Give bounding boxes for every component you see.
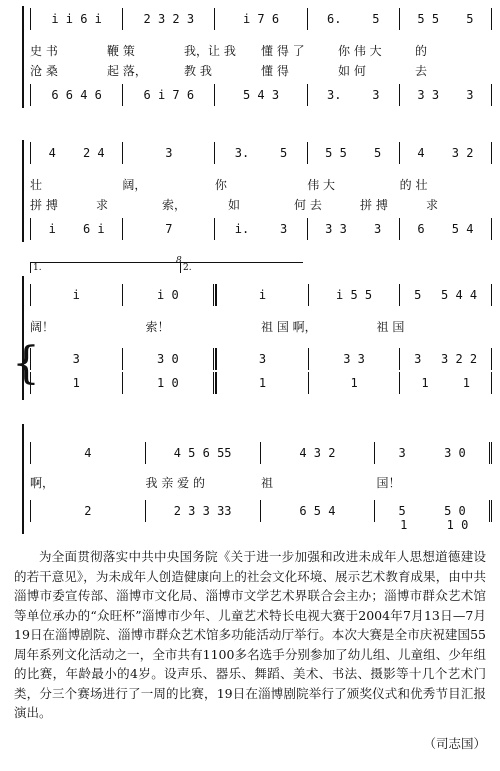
lyric: 伟 大 bbox=[307, 178, 336, 192]
measure bbox=[214, 218, 306, 240]
measure bbox=[30, 142, 122, 164]
notes: 3 0 bbox=[157, 352, 179, 366]
note-paragraph: 为全面贯彻落实中共中央国务院《关于进一步加强和改进未成年人思想道德建设的若干意见》，为未成年人创造健康向上的社会文化环境、展示艺术教育成果，由中共淄博市委宣传部、淄博市文化局、淄博市文学艺术界联合会主办；淄博市群众艺术馆等单位承办的“众旺杯”淄博市少年、儿童艺术特长电视大赛于2004年7月13日—7月19日在淄博剧院、淄博市群众艺术馆多功能活动厅举行。本次大赛是全市庆祝建国55周年系列文化活动之一，全市共有1100多名选手分别参加了幼儿组、儿童组、少年组的比赛，年龄最小的4岁。设声乐、器乐、舞蹈、美术、书法、摄影等十几个艺术门类，分三个赛场进行了一周的比赛，19日在淄博剧院举行了颁奖仪式和优秀节目汇报演出。 bbox=[14, 549, 486, 720]
lyric: 壮 bbox=[30, 178, 43, 192]
lyric: 去 bbox=[415, 64, 428, 78]
measure bbox=[214, 142, 306, 164]
event-note bbox=[14, 547, 486, 723]
notes: 4 bbox=[48, 146, 56, 160]
system-bracket bbox=[22, 6, 24, 108]
notes: i bbox=[258, 288, 267, 302]
measure bbox=[122, 84, 214, 106]
score-system-1 bbox=[8, 6, 492, 108]
measure bbox=[30, 284, 122, 306]
measure bbox=[307, 218, 399, 240]
lyric: 起 落， bbox=[107, 64, 147, 78]
lyric: 祖 bbox=[261, 476, 274, 490]
measure bbox=[399, 284, 492, 306]
measure bbox=[214, 8, 306, 30]
measure bbox=[308, 284, 400, 306]
lyric-line-2 bbox=[30, 62, 492, 78]
notes: 3 3 bbox=[325, 222, 347, 236]
measure bbox=[261, 518, 377, 532]
notes: 3 bbox=[165, 146, 173, 160]
lyric-line-1 bbox=[30, 176, 492, 192]
measure bbox=[214, 84, 306, 106]
lyric-line-1 bbox=[30, 42, 492, 58]
lyric: 我 亲 爱 的 bbox=[145, 476, 205, 490]
measure bbox=[122, 142, 214, 164]
notes: i 5 5 bbox=[336, 288, 373, 302]
measure bbox=[122, 218, 214, 240]
top-staff bbox=[30, 8, 492, 30]
author-signature: （司志国） bbox=[423, 736, 486, 751]
bottom-staff bbox=[30, 84, 492, 106]
notes: 5 4 bbox=[451, 222, 474, 236]
notes: 1 bbox=[462, 376, 470, 390]
measure bbox=[399, 84, 492, 106]
lyric: 我，让 我 bbox=[184, 44, 236, 58]
notes: 3 bbox=[414, 352, 422, 366]
notes: 3 2 2 bbox=[441, 352, 478, 366]
notes: 5 bbox=[466, 12, 474, 26]
measure bbox=[122, 8, 214, 30]
notes: 1 bbox=[400, 518, 408, 532]
measure bbox=[122, 284, 217, 306]
notes: 5 bbox=[374, 146, 382, 160]
measure bbox=[30, 8, 122, 30]
notes: 3 2 bbox=[451, 146, 474, 160]
score-system-2 bbox=[8, 140, 492, 242]
measure bbox=[307, 8, 399, 30]
notes: i 7 6 bbox=[242, 12, 280, 26]
lyric: 的 壮 bbox=[399, 178, 428, 192]
lyric: 阔， bbox=[122, 178, 147, 192]
measure bbox=[307, 142, 399, 164]
measure bbox=[145, 442, 260, 464]
measure bbox=[308, 348, 400, 370]
notes: 5 0 bbox=[444, 504, 466, 518]
measure bbox=[399, 218, 492, 240]
lyric: 你 bbox=[214, 178, 227, 192]
notes: i bbox=[48, 222, 56, 236]
measure bbox=[260, 442, 375, 464]
notes: 3 3 bbox=[343, 352, 365, 366]
measure bbox=[399, 142, 492, 164]
notes: 4 3 2 bbox=[299, 446, 336, 460]
measure bbox=[377, 518, 493, 532]
notes: 3 bbox=[466, 88, 474, 102]
lyric: 求 bbox=[426, 198, 439, 212]
notes: 5 bbox=[279, 146, 288, 160]
measure bbox=[399, 372, 492, 394]
top-staff bbox=[30, 442, 492, 464]
lyric: 索， bbox=[162, 198, 187, 212]
notes: i bbox=[72, 288, 80, 302]
measure bbox=[374, 442, 492, 464]
notes: 3 bbox=[374, 222, 382, 236]
notes: 1 bbox=[350, 376, 358, 390]
lyric: 拼 搏 bbox=[30, 198, 58, 212]
notes: 5 4 3 bbox=[242, 88, 280, 102]
measure bbox=[30, 84, 122, 106]
notes: 1 bbox=[421, 376, 429, 390]
notes: 5 bbox=[372, 12, 380, 26]
lyric: 懂 得 bbox=[261, 64, 289, 78]
notes: 5 5 bbox=[325, 146, 347, 160]
notes: 6 bbox=[417, 222, 425, 236]
notes: 3 3 bbox=[417, 88, 440, 102]
lyric: 阔！ bbox=[30, 320, 55, 334]
measure bbox=[30, 372, 122, 394]
notes: 2 4 bbox=[82, 146, 105, 160]
notes: 4 bbox=[417, 146, 425, 160]
measure bbox=[308, 372, 400, 394]
staff-brace: { bbox=[12, 338, 40, 389]
lyric: 史 书 bbox=[30, 44, 58, 58]
measure bbox=[146, 518, 262, 532]
notes: 5 bbox=[414, 288, 422, 302]
notes: 1 bbox=[258, 376, 267, 390]
notes: 6 i bbox=[82, 222, 105, 236]
notes: 3 bbox=[258, 352, 267, 366]
notes: 3 0 bbox=[444, 446, 466, 460]
notes: 1 0 bbox=[446, 518, 469, 532]
score-system-3 bbox=[8, 256, 492, 404]
measure bbox=[122, 372, 217, 394]
bottom-staff bbox=[30, 218, 492, 240]
lyric: 祖 国 bbox=[376, 320, 405, 334]
lyric-line-2 bbox=[30, 196, 492, 212]
notes: 3 bbox=[372, 88, 380, 102]
notes: 2 bbox=[84, 504, 92, 518]
volta-first-ending: 1. bbox=[30, 262, 183, 273]
notes: 4 5 6 55 bbox=[173, 446, 232, 460]
notes: 1 0 bbox=[157, 376, 179, 390]
notes: 3 bbox=[279, 222, 288, 236]
lyric-line-1 bbox=[30, 474, 492, 490]
notes: 3 bbox=[72, 352, 80, 366]
notes: 5 5 bbox=[417, 12, 440, 26]
lyric: 沧 桑 bbox=[30, 64, 58, 78]
notes: i i 6 i bbox=[51, 12, 102, 26]
lyric: 懂 得 了 bbox=[261, 44, 305, 58]
lyric: 如 何 bbox=[338, 64, 366, 78]
measure bbox=[399, 8, 492, 30]
system-bracket bbox=[22, 424, 24, 534]
segno-mark: 8 bbox=[176, 256, 182, 266]
measure bbox=[30, 518, 146, 532]
notes: 6 6 4 6 bbox=[51, 88, 102, 102]
notes: 2 3 3 33 bbox=[173, 504, 232, 518]
top-staff bbox=[30, 284, 492, 306]
lyric: 索！ bbox=[145, 320, 170, 334]
notes: 7 bbox=[165, 222, 173, 236]
notes: 3. bbox=[326, 88, 342, 102]
measure bbox=[399, 348, 492, 370]
notes: 5 bbox=[398, 504, 406, 518]
notes: 2 3 2 3 bbox=[143, 12, 195, 26]
lyric: 教 我 bbox=[184, 64, 212, 78]
lyric: 如 bbox=[228, 198, 241, 212]
lyric: 求 bbox=[96, 198, 109, 212]
lyric-line-1 bbox=[30, 318, 492, 334]
notes: 1 bbox=[72, 376, 80, 390]
system-bracket bbox=[22, 140, 24, 242]
notes: 4 bbox=[84, 446, 92, 460]
notes: 6. bbox=[326, 12, 342, 26]
lyric: 拼 搏 bbox=[360, 198, 388, 212]
lower-staff-bottom bbox=[30, 372, 492, 394]
measure bbox=[122, 348, 217, 370]
lyric: 祖 国 啊， bbox=[261, 320, 317, 334]
lyric: 你 伟 大 bbox=[338, 44, 382, 58]
measure bbox=[307, 84, 399, 106]
measure bbox=[30, 442, 145, 464]
measure bbox=[30, 218, 122, 240]
lyric: 何 去 bbox=[294, 198, 322, 212]
lyric: 国！ bbox=[376, 476, 401, 490]
lyric: 鞭 策 bbox=[107, 44, 135, 58]
notes: 6 i 7 6 bbox=[143, 88, 195, 102]
score-system-4 bbox=[8, 424, 492, 534]
lower-staff-top bbox=[30, 348, 492, 370]
measure bbox=[30, 348, 122, 370]
notes: 3 bbox=[398, 446, 406, 460]
notes: 3. bbox=[234, 146, 250, 160]
measure bbox=[216, 372, 308, 394]
measure bbox=[216, 348, 308, 370]
lyric: 啊， bbox=[30, 476, 55, 490]
bottom-staff-lower bbox=[30, 518, 492, 532]
notes: 6 5 4 bbox=[299, 504, 336, 518]
top-staff bbox=[30, 142, 492, 164]
notes: i 0 bbox=[157, 288, 179, 302]
lyric: 的 bbox=[415, 44, 428, 58]
measure bbox=[216, 284, 308, 306]
volta-second-ending: 2. bbox=[180, 262, 303, 273]
notes: i. bbox=[234, 222, 250, 236]
notes: 5 4 4 bbox=[441, 288, 478, 302]
